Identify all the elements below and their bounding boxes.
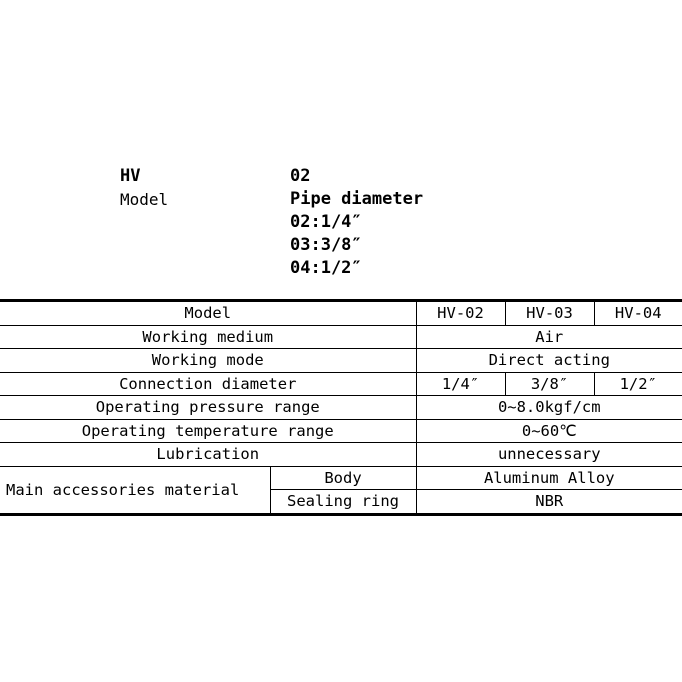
row-value: 1/4″ — [416, 372, 505, 396]
suffix-option: 04:1/2″ — [290, 258, 362, 278]
header-model-label: Model — [0, 301, 416, 326]
suffix-option: 03:3/8″ — [290, 235, 362, 255]
row-label: Lubrication — [0, 443, 416, 467]
table-row — [0, 325, 682, 349]
model-prefix-label: Model — [120, 190, 169, 209]
table-row — [0, 349, 682, 373]
row-value: NBR — [416, 490, 682, 515]
row-label: Working mode — [0, 349, 416, 373]
spec-table — [0, 299, 682, 516]
table-row — [0, 372, 682, 396]
row-sublabel: Body — [270, 466, 416, 490]
suffix-label: Pipe diameter — [290, 189, 424, 209]
table-row — [0, 419, 682, 443]
suffix-option: 02:1/4″ — [290, 212, 362, 232]
row-value: unnecessary — [416, 443, 682, 467]
table-header-row — [0, 301, 682, 326]
table-row — [0, 396, 682, 420]
header-model-hv02: HV-02 — [416, 301, 505, 326]
row-value: 1/2″ — [594, 372, 682, 396]
row-value: Aluminum Alloy — [416, 466, 682, 490]
header-model-hv03: HV-03 — [505, 301, 594, 326]
table-row — [0, 466, 682, 490]
row-sublabel: Sealing ring — [270, 490, 416, 515]
suffix-code: 02 — [290, 166, 311, 186]
row-label: Operating temperature range — [0, 419, 416, 443]
row-label: Operating pressure range — [0, 396, 416, 420]
row-label: Connection diameter — [0, 372, 416, 396]
row-value: Direct acting — [416, 349, 682, 373]
model-suffix — [290, 164, 423, 279]
table-row — [0, 443, 682, 467]
model-prefix: HV — [120, 166, 141, 186]
row-label: Working medium — [0, 325, 416, 349]
row-value: 0~60℃ — [416, 419, 682, 443]
header-model-hv04: HV-04 — [594, 301, 682, 326]
row-label: Main accessories material — [0, 466, 270, 514]
row-value: 3/8″ — [505, 372, 594, 396]
row-value: 0~8.0kgf/cm — [416, 396, 682, 420]
row-value: Air — [416, 325, 682, 349]
model-code-block — [120, 164, 520, 284]
